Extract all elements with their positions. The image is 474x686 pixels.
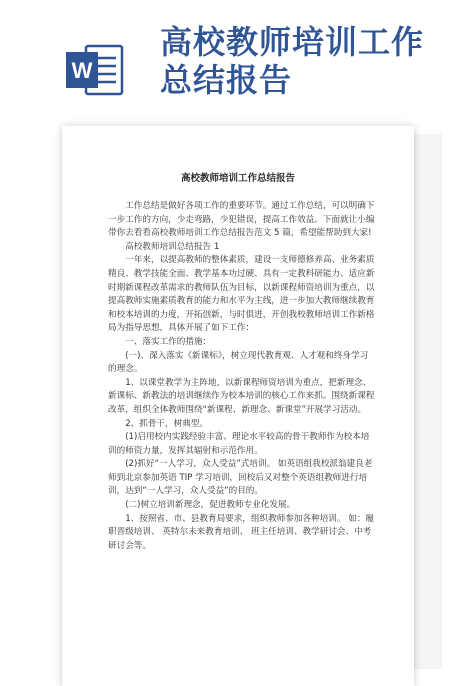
document-paragraph: 工作总结是做好各项工作的重要环节。通过工作总结，可以明确下一步工作的方向，少走弯路，少犯错误，提高工作效益。下面就让小编带你去看看高校教师培训工作总结报告范文 5 篇，希望能帮助到大家! bbox=[108, 201, 375, 239]
document-paragraph: 一、落实工作的措施： bbox=[125, 336, 212, 347]
banner-title-line-1: 高校教师培训工作 bbox=[160, 23, 425, 61]
document-paragraph: (1)启用校内实践经验丰富、理论水平较高的骨干教师作为校本培训的师资力量，发挥其辐射和示范作用。 bbox=[108, 432, 370, 456]
document-paragraph: (2)抓好“一人学习，众人受益”式培训。 如英语组我校派翁建良老师到北京参加英语 TIP 学习培训，回校后又对整个英语组教师进行培训，达到“一人学习，众人受益”的目的。 bbox=[108, 459, 373, 497]
document-paragraph: 一年来，以提高教师的整体素质，建设一支师德修养高、业务素质精良、教学技能全面、教学基本功过硬、具有一定教科研能力、适应新时期新课程改革需求的教师队伍为目标，以新课程师资培训为重点，以提高教师实施素质教育的能力和水平为主线，进一步加大教师继续教育和校本培训的力度，开拓创新，与时俱进，开创我校教师培训工作新格局为指导思想，具体开展了如下工作： bbox=[108, 255, 375, 334]
document-paragraph: (一)、深入落实《新课标》，树立现代教育观、人才观和终身学习的理念。 bbox=[108, 350, 369, 375]
document-title: 高校教师培训工作总结报告 bbox=[180, 173, 295, 184]
document-paragraph: 2、抓骨干，树典型。 bbox=[125, 418, 208, 429]
document-paragraph: 高校教师培训总结报告 1 bbox=[125, 241, 220, 252]
document-paragraph: 1、以课堂教学为主阵地，以新课程师资培训为重点，把新理念、新课标、新教法的培训继续作为校本培训的核心工作来抓。围绕新课程改革，组织全体教师围绕“新课程、新理念、新课堂”开展学习活动。 bbox=[108, 377, 375, 415]
document-paragraph: (二)树立培训新理念，促进教师专业化发展。 bbox=[125, 500, 296, 511]
document-body bbox=[108, 200, 376, 553]
document-paragraph: 1、按照省、市、县教育局要求，组织教师参加各种培训。 如：履职晋级培训、 英特尔未来教育培训、 班主任培训、教学研讨会、中考研讨会等。 bbox=[108, 513, 375, 551]
header-banner bbox=[0, 0, 474, 110]
word-icon-letter: W bbox=[71, 58, 93, 83]
banner-title-line-2: 总结报告 bbox=[160, 61, 293, 99]
word-document-icon bbox=[64, 42, 124, 98]
document-page bbox=[62, 126, 414, 686]
